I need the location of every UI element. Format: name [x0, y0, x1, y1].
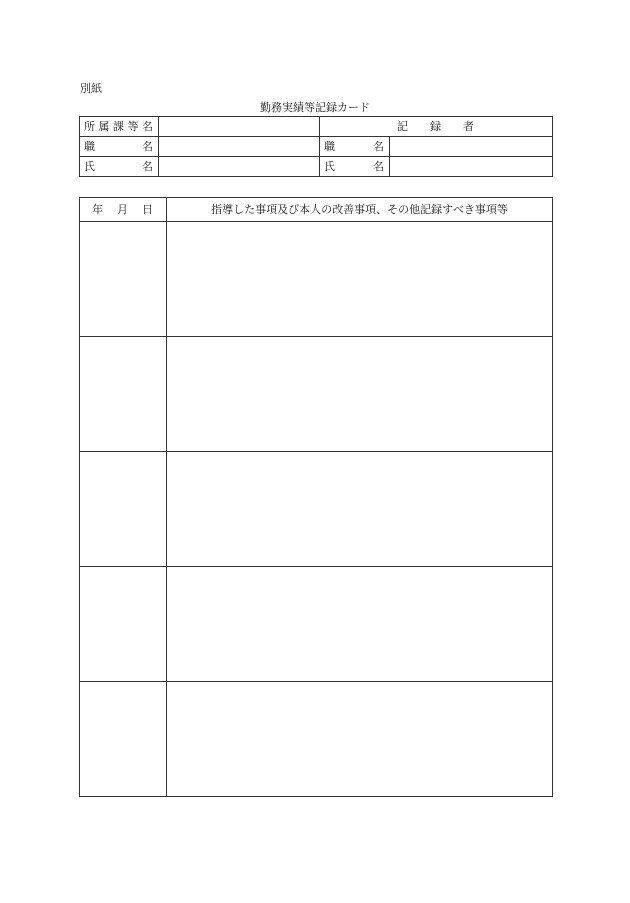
affiliation-label [80, 117, 158, 136]
record-table [79, 197, 553, 797]
recorder-header-char: 録 [430, 120, 441, 133]
annex-label: 別紙 [80, 82, 102, 95]
position-label-char: 職 [84, 140, 95, 153]
position-value-cell[interactable] [159, 137, 320, 157]
record-date-cell[interactable] [80, 452, 167, 567]
affiliation-label-char: 属 [98, 120, 110, 133]
info-row-affiliation [80, 117, 553, 137]
record-content-cell[interactable] [167, 682, 553, 797]
record-content-cell[interactable] [167, 567, 553, 682]
record-content-cell[interactable] [167, 337, 553, 452]
recorder-header-char: 記 [397, 120, 408, 133]
recorder-position-label-char: 名 [373, 140, 384, 153]
recorder-position-label-char: 職 [324, 140, 335, 153]
affiliation-value-cell[interactable] [159, 117, 320, 137]
record-content-cell[interactable] [167, 222, 553, 337]
recorder-name-label-cell [320, 157, 390, 177]
affiliation-label-char: 所 [84, 120, 95, 133]
content-header-cell: 指導した事項及び本人の改善事項、その他記録すべき事項等 [167, 198, 553, 222]
position-label [80, 137, 158, 156]
recorder-position-label [320, 137, 389, 156]
record-date-cell[interactable] [80, 567, 167, 682]
date-header-cell [80, 198, 167, 222]
record-row [80, 567, 553, 682]
affiliation-label-char: 課 [113, 120, 124, 133]
record-header-row [80, 198, 553, 222]
recorder-header [320, 117, 552, 136]
date-header [80, 198, 166, 221]
date-header-char: 月 [117, 203, 128, 216]
recorder-name-label-char: 氏 [324, 160, 335, 173]
position-label-char: 名 [142, 140, 153, 153]
info-table [79, 116, 553, 177]
record-date-cell[interactable] [80, 337, 167, 452]
record-content-cell[interactable] [167, 452, 553, 567]
name-label-char: 氏 [84, 160, 95, 173]
name-label-cell [80, 157, 159, 177]
record-date-cell[interactable] [80, 222, 167, 337]
date-header-char: 日 [142, 203, 153, 216]
info-row-name [80, 157, 553, 177]
record-row [80, 452, 553, 567]
recorder-position-value-cell[interactable] [390, 137, 553, 157]
info-row-position [80, 137, 553, 157]
record-row [80, 337, 553, 452]
name-label-char: 名 [142, 160, 153, 173]
date-header-char: 年 [92, 203, 103, 216]
record-date-cell[interactable] [80, 682, 167, 797]
record-row [80, 222, 553, 337]
position-label-cell [80, 137, 159, 157]
record-row [80, 682, 553, 797]
recorder-position-label-cell [320, 137, 390, 157]
document-title: 勤務実績等記録カード [260, 101, 370, 114]
name-label [80, 157, 158, 176]
affiliation-label-cell [80, 117, 159, 137]
recorder-name-label-char: 名 [373, 160, 384, 173]
recorder-header-cell [320, 117, 553, 137]
affiliation-label-char: 等 [127, 120, 139, 133]
recorder-name-value-cell[interactable] [390, 157, 553, 177]
recorder-name-label [320, 157, 389, 176]
recorder-header-char: 者 [463, 120, 474, 133]
affiliation-label-char: 名 [142, 120, 153, 133]
name-value-cell[interactable] [159, 157, 320, 177]
